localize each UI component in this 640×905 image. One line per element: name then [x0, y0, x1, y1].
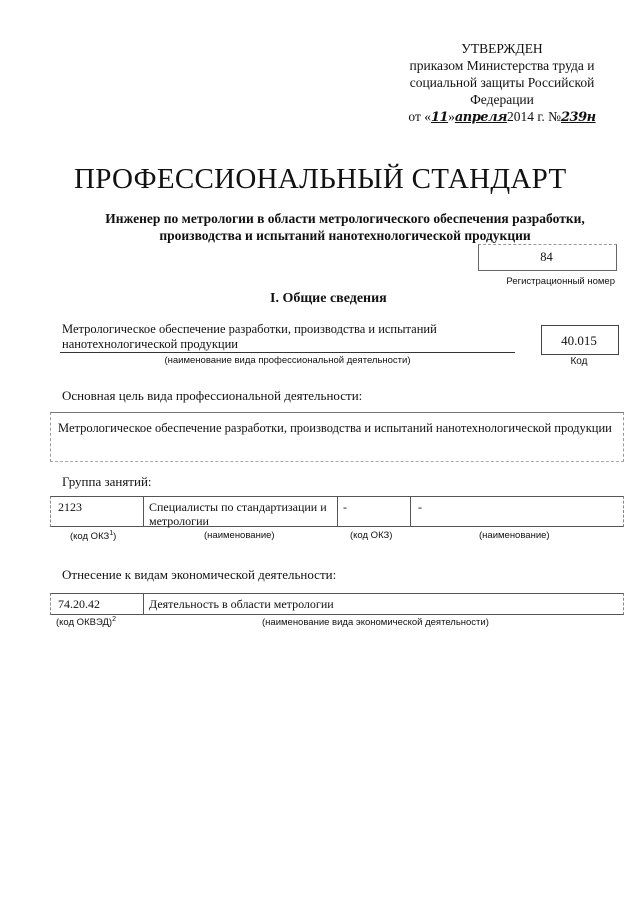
activity-code-label: Код [570, 356, 588, 367]
occupations-divider [337, 496, 338, 526]
occupations-divider [410, 496, 411, 526]
economic-table [50, 593, 624, 615]
caption-okz-code-2: (код ОКЗ) [350, 530, 393, 541]
purpose-text: Метрологическое обеспечение разработки, производства и испытаний нанотехнологической продукции [58, 421, 612, 435]
date-mid: » [448, 109, 455, 124]
registration-number: 84 [540, 250, 553, 264]
approval-line-2: социальной защиты Российской [409, 75, 595, 90]
section-title: I. Общие сведения [270, 291, 387, 306]
approval-line-1: приказом Министерства труда и [409, 58, 595, 73]
caption-economic-activity-name: (наименование вида экономической деятельности) [262, 617, 489, 628]
caption-okz-code: (код ОКЗ$^1$) [70, 530, 117, 543]
caption-occupation-name: (наименование) [204, 530, 275, 541]
activity-underline [60, 352, 515, 353]
activity-code: 40.015 [561, 333, 597, 348]
caption-okved-code: (код ОКВЭД)$^2$ [56, 616, 116, 629]
occupation-code-2: - [343, 500, 347, 514]
approval-line-3: Федерации [470, 92, 534, 107]
purpose-box [50, 412, 624, 462]
handwritten-order-number: 239н [560, 110, 596, 125]
document-title: ПРОФЕССИОНАЛЬНЫЙ СТАНДАРТ [74, 163, 567, 195]
approval-block [388, 40, 616, 126]
economic-activity-name: Деятельность в области метрологии [149, 597, 334, 611]
date-prefix: от « [408, 109, 431, 124]
economic-divider [143, 593, 144, 614]
approval-date [388, 108, 616, 126]
handwritten-day: 11 [431, 110, 449, 125]
occupations-label: Группа занятий: [62, 474, 152, 489]
activity-caption: (наименование вида профессиональной деятельности) [164, 355, 411, 366]
economic-label: Отнесение к видам экономической деятельности: [62, 567, 337, 582]
date-year: 2014 г. № [506, 109, 561, 124]
caption-occupation-name-2: (наименование) [479, 530, 550, 541]
purpose-label: Основная цель вида профессиональной деятельности: [62, 388, 363, 403]
activity-name: Метрологическое обеспечение разработки, производства и испытаний нанотехнологической продукции [62, 322, 437, 351]
registration-number-label: Регистрационный номер [506, 276, 615, 287]
standard-name: Инженер по метрологии в области метрологического обеспечения разработки, производства и испытаний нанотехнологической продукции [105, 211, 585, 243]
handwritten-month: апреля [454, 110, 507, 125]
approval-heading: УТВЕРЖДЕН [461, 41, 543, 56]
okved-code: 74.20.42 [58, 597, 100, 611]
occupation-name-1: Специалисты по стандартизации и метрологии [149, 500, 327, 528]
occupation-name-2: - [418, 500, 422, 514]
occupations-divider [143, 496, 144, 526]
occupation-code-1: 2123 [58, 500, 82, 514]
